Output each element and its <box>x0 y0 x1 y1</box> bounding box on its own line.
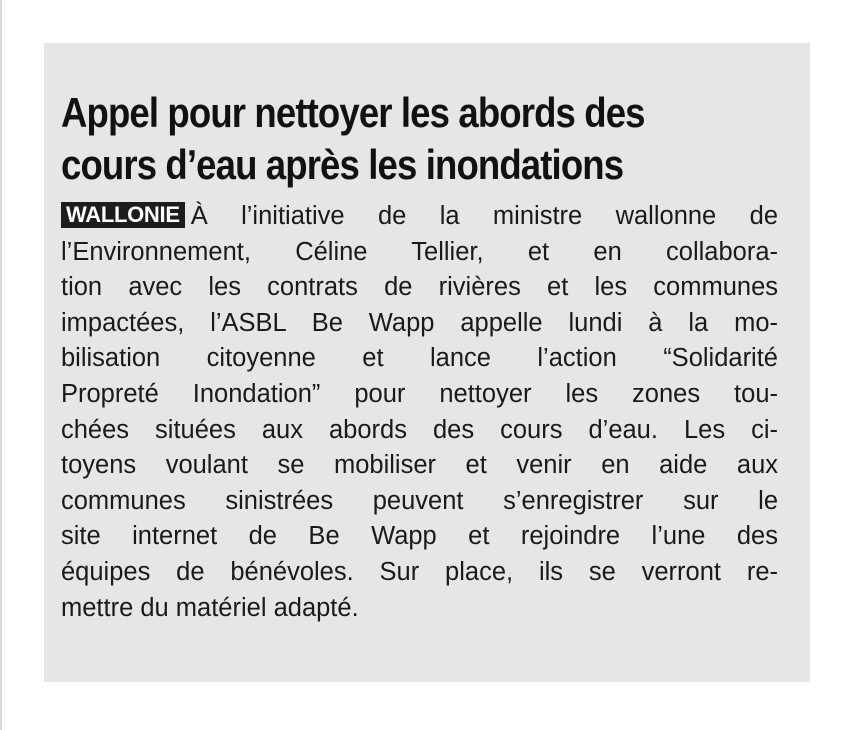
body-line: impactées, l’ASBL Be Wapp appelle lundi à la mo- <box>61 308 778 337</box>
body-line: toyens voulant se mobiliser et venir en aide aux <box>61 451 778 480</box>
body-line: chées situées aux abords des cours d’eau. Les ci- <box>61 415 778 444</box>
body-first-line-text: À l’initiative de la ministre wallonne de <box>190 202 778 230</box>
body-line: équipes de bénévoles. Sur place, ils se verront re- <box>61 557 778 586</box>
article-headline <box>61 87 705 191</box>
region-kicker-badge: WALLONIE <box>61 202 185 228</box>
body-line: tion avec les contrats de rivières et les communes <box>61 273 778 302</box>
body-line: bilisation citoyenne et lance l’action “Solidarité <box>61 344 778 373</box>
body-line: l’Environnement, Céline Tellier, et en collabora- <box>61 237 778 266</box>
article-card <box>44 43 810 682</box>
body-line: mettre du matériel adapté. <box>61 593 359 622</box>
body-first-line <box>61 199 778 235</box>
body-line: Propreté Inondation” pour nettoyer les zones tou- <box>61 379 778 408</box>
body-line: communes sinistrées peuvent s’enregistrer sur le <box>61 486 778 515</box>
article-body <box>61 199 778 626</box>
headline-line: cours d’eau après les inondations <box>61 141 624 188</box>
body-line: site internet de Be Wapp et rejoindre l’une des <box>61 522 778 551</box>
page-edge-rule <box>0 0 2 730</box>
headline-line: Appel pour nettoyer les abords des <box>61 89 645 136</box>
